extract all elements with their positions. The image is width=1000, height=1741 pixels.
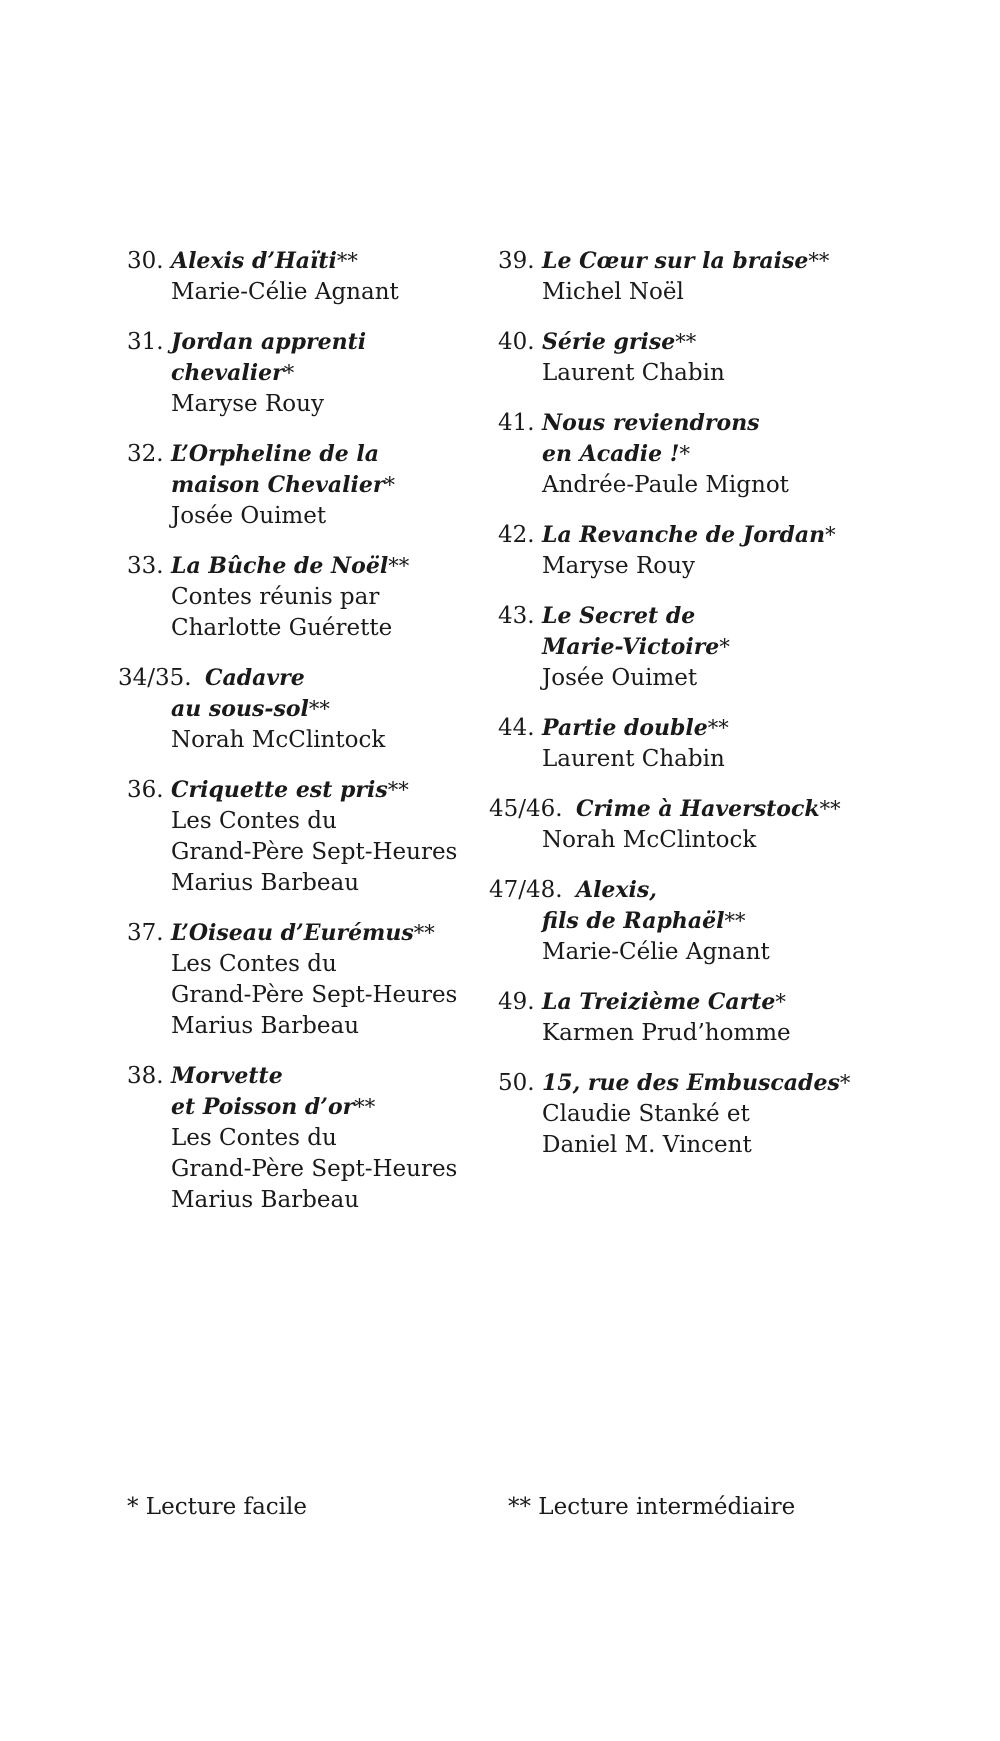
book-title: 15, rue des Embuscades [542, 1070, 840, 1096]
book-entry [498, 601, 878, 694]
book-entry [118, 663, 487, 756]
reading-level-mark: * [283, 361, 295, 385]
book-number: 50. [498, 1070, 535, 1096]
book-number: 41. [498, 410, 535, 436]
book-author-line: Josée Ouimet [542, 665, 698, 691]
book-title-line [127, 358, 487, 389]
reading-level-mark: * [719, 635, 730, 659]
book-title: en Acadie ! [542, 441, 680, 467]
book-author-line: Norah McClintock [171, 727, 386, 753]
book-author-line: Grand-Père Sept-Heures [171, 1156, 458, 1182]
reading-level-mark: ** [808, 249, 830, 273]
book-entry [127, 551, 487, 644]
book-title: Alexis d’Haïti [171, 248, 337, 274]
book-title: au sous-sol [171, 696, 309, 722]
book-title: Marie-Victoire [542, 634, 720, 660]
book-entry [127, 327, 487, 420]
book-title: Crime à Haverstock [576, 796, 820, 822]
book-author-line: Grand-Père Sept-Heures [171, 839, 458, 865]
book-author-line: Marius Barbeau [171, 1187, 360, 1213]
book-number: 40. [498, 329, 535, 355]
book-author-line: Andrée-Paule Mignot [542, 472, 789, 498]
book-number: 38. [127, 1063, 164, 1089]
book-entry [498, 408, 878, 501]
book-title: La Revanche de Jordan [542, 522, 826, 548]
book-title-line [498, 632, 878, 663]
reading-level-mark: ** [413, 921, 435, 945]
book-title: L’Oiseau d’Eurémus [171, 920, 414, 946]
book-list-left-column [118, 246, 487, 1235]
book-author-line: Marie-Célie Agnant [542, 939, 770, 965]
reading-level-mark: ** [819, 797, 841, 821]
book-title-line [127, 1092, 487, 1123]
book-title: fils de Raphaël [542, 908, 725, 934]
book-title-line [498, 327, 878, 358]
reading-level-mark: ** [387, 778, 409, 802]
book-title-line [127, 1061, 487, 1092]
book-author-line: Karmen Prud’homme [542, 1020, 791, 1046]
book-number: 42. [498, 522, 535, 548]
book-number: 49. [498, 989, 535, 1015]
book-author-line: Les Contes du [171, 1125, 337, 1151]
book-title: L’Orpheline de la [171, 441, 380, 467]
book-title-line [498, 713, 878, 744]
book-author-line: Grand-Père Sept-Heures [171, 982, 458, 1008]
reading-level-mark: ** [388, 554, 410, 578]
book-list-right-column [489, 246, 878, 1180]
book-title: Cadavre [205, 665, 305, 691]
book-title: Alexis, [576, 877, 657, 903]
book-entry [127, 439, 487, 532]
book-entry [489, 794, 878, 856]
book-title-line [498, 439, 878, 470]
book-author-line: Daniel M. Vincent [542, 1132, 752, 1158]
book-title-line [498, 1068, 878, 1099]
book-number: 37. [127, 920, 164, 946]
book-title-line [127, 551, 487, 582]
book-title-line [498, 906, 878, 937]
book-number: 31. [127, 329, 164, 355]
reading-level-mark: ** [308, 697, 330, 721]
book-author-line: Les Contes du [171, 808, 337, 834]
book-title-line [127, 775, 487, 806]
legend-easy-reading: * Lecture facile [127, 1494, 307, 1520]
book-entry [498, 327, 878, 389]
reading-level-mark: ** [354, 1095, 376, 1119]
book-title-line [498, 601, 878, 632]
book-title: Jordan apprenti [171, 329, 367, 355]
book-title-line [127, 470, 487, 501]
book-entry [127, 246, 487, 308]
book-title: Criquette est pris [171, 777, 388, 803]
book-title: chevalier [171, 360, 284, 386]
book-title-line [127, 439, 487, 470]
book-entry [498, 1068, 878, 1161]
book-title-line [498, 520, 878, 551]
book-entry [127, 775, 487, 899]
book-entry [127, 918, 487, 1042]
book-title: La Treizième Carte [542, 989, 776, 1015]
book-title: Le Cœur sur la braise [542, 248, 809, 274]
reading-level-mark: ** [675, 330, 697, 354]
book-number: 45/46. [489, 796, 563, 822]
book-author-line: Les Contes du [171, 951, 337, 977]
book-author-line: Maryse Rouy [542, 553, 695, 579]
book-number: 39. [498, 248, 535, 274]
book-entry [127, 1061, 487, 1216]
book-title-line [127, 918, 487, 949]
book-number: 36. [127, 777, 164, 803]
book-author-line: Marie-Célie Agnant [171, 279, 399, 305]
book-author-line: Laurent Chabin [542, 360, 725, 386]
book-author-line: Laurent Chabin [542, 746, 725, 772]
reading-level-mark: ** [336, 249, 358, 273]
book-title-line [498, 246, 878, 277]
book-number: 33. [127, 553, 164, 579]
book-title: Partie double [542, 715, 708, 741]
book-entry [489, 875, 878, 968]
reading-level-mark: * [775, 990, 786, 1014]
book-number: 47/48. [489, 877, 563, 903]
book-number: 43. [498, 603, 535, 629]
book-title-line [498, 408, 878, 439]
book-title: et Poisson d’or [171, 1094, 355, 1120]
book-number: 32. [127, 441, 164, 467]
book-title-line [127, 694, 487, 725]
book-entry [498, 520, 878, 582]
book-entry [498, 713, 878, 775]
reading-level-mark: * [679, 442, 690, 466]
book-title-line [498, 987, 878, 1018]
book-title: Nous reviendrons [542, 410, 760, 436]
book-title-line [127, 327, 487, 358]
reading-level-mark: ** [724, 909, 746, 933]
book-title: Série grise [542, 329, 676, 355]
legend-intermediate-reading: ** Lecture intermédiaire [508, 1494, 796, 1520]
book-title: La Bûche de Noël [171, 553, 389, 579]
book-author-line: Michel Noël [542, 279, 684, 305]
book-author-line: Marius Barbeau [171, 1013, 360, 1039]
reading-level-mark: * [384, 473, 395, 497]
book-title: maison Chevalier [171, 472, 385, 498]
book-author-line: Maryse Rouy [171, 391, 324, 417]
book-author-line: Claudie Stanké et [542, 1101, 750, 1127]
book-author-line: Contes réunis par [171, 584, 380, 610]
book-title-line [127, 246, 487, 277]
book-entry [498, 987, 878, 1049]
book-title: Morvette [171, 1063, 283, 1089]
book-author-line: Josée Ouimet [171, 503, 327, 529]
book-number: 30. [127, 248, 164, 274]
book-number: 44. [498, 715, 535, 741]
reading-level-mark: ** [707, 716, 729, 740]
reading-level-mark: * [825, 523, 836, 547]
book-number: 34/35. [118, 665, 192, 691]
book-author-line: Charlotte Guérette [171, 615, 393, 641]
reading-level-mark: * [839, 1071, 851, 1095]
book-entry [498, 246, 878, 308]
book-title: Le Secret de [542, 603, 696, 629]
book-author-line: Marius Barbeau [171, 870, 360, 896]
book-author-line: Norah McClintock [542, 827, 757, 853]
